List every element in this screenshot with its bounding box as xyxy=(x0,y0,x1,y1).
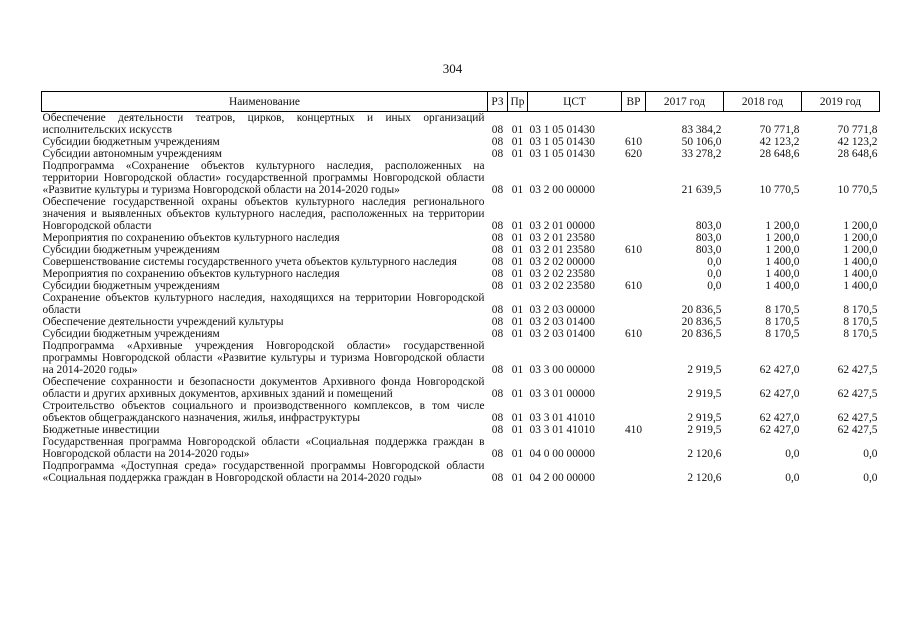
cell-2018: 1 400,0 xyxy=(765,256,800,268)
table-row xyxy=(42,136,880,148)
cell-vr: 610 xyxy=(624,280,643,292)
cell-2019: 28 648,6 xyxy=(837,148,878,160)
cell-vr xyxy=(622,460,646,484)
cell-pr: 01 xyxy=(511,148,524,160)
cell-name: Совершенствование системы государственного учета объектов культурного наследия xyxy=(42,256,457,268)
table-body xyxy=(42,112,880,485)
cell-2017: 2 919,5 xyxy=(687,364,722,376)
cell-cst: 03 2 01 23580 xyxy=(529,244,595,256)
cell-cst: 03 2 02 00000 xyxy=(529,256,595,268)
cell-2017: 0,0 xyxy=(707,256,722,268)
cell-pr: 01 xyxy=(511,136,524,148)
budget-table xyxy=(41,91,880,484)
table-row xyxy=(42,436,880,460)
cell-2017: 803,0 xyxy=(695,220,722,232)
cell-vr xyxy=(622,340,646,376)
cell-name: Обеспечение государственной охраны объектов культурного наследия регионального значения и выявленных объектов культурного наследия, расположенных на территории Новгородской области xyxy=(42,196,485,232)
cell-pr: 01 xyxy=(511,124,524,136)
cell-rz: 08 xyxy=(491,232,504,244)
cell-name: Субсидии автономным учреждениям xyxy=(42,148,222,160)
cell-vr xyxy=(622,400,646,424)
header-2017: 2017 год xyxy=(646,92,724,112)
cell-rz: 08 xyxy=(491,244,504,256)
table-row xyxy=(42,340,880,376)
cell-2017: 2 120,6 xyxy=(687,448,722,460)
cell-2017: 33 278,2 xyxy=(681,148,722,160)
cell-rz: 08 xyxy=(491,256,504,268)
cell-cst: 03 3 01 41010 xyxy=(529,412,595,424)
cell-2017: 83 384,2 xyxy=(681,124,722,136)
cell-pr: 01 xyxy=(511,412,524,424)
cell-vr xyxy=(622,316,646,328)
table-row xyxy=(42,148,880,160)
header-cst: ЦСТ xyxy=(528,92,622,112)
cell-pr: 01 xyxy=(511,364,524,376)
table-row xyxy=(42,196,880,232)
table-row xyxy=(42,244,880,256)
cell-cst: 04 2 00 00000 xyxy=(529,472,595,484)
cell-rz: 08 xyxy=(491,388,504,400)
cell-name: Сохранение объектов культурного наследия, находящихся на территории Новгородской области xyxy=(42,292,485,316)
cell-2019: 1 400,0 xyxy=(843,280,878,292)
cell-2017: 0,0 xyxy=(707,280,722,292)
cell-2019: 42 123,2 xyxy=(837,136,878,148)
table-row xyxy=(42,160,880,196)
cell-rz: 08 xyxy=(491,268,504,280)
cell-pr: 01 xyxy=(511,448,524,460)
cell-2018: 0,0 xyxy=(785,472,800,484)
table-row xyxy=(42,316,880,328)
cell-vr xyxy=(622,256,646,268)
cell-vr xyxy=(622,160,646,196)
cell-pr: 01 xyxy=(511,220,524,232)
page-number: 304 xyxy=(442,61,463,76)
cell-rz: 08 xyxy=(491,220,504,232)
cell-2017: 0,0 xyxy=(707,268,722,280)
cell-pr: 01 xyxy=(511,388,524,400)
cell-vr: 610 xyxy=(624,328,643,340)
cell-2019: 8 170,5 xyxy=(843,328,878,340)
cell-pr: 01 xyxy=(511,244,524,256)
cell-vr xyxy=(622,268,646,280)
cell-cst: 03 2 03 01400 xyxy=(529,328,595,340)
header-pr: Пр xyxy=(508,92,528,112)
cell-2018: 62 427,0 xyxy=(759,388,800,400)
cell-2017: 2 919,5 xyxy=(687,412,722,424)
cell-2018: 62 427,0 xyxy=(759,412,800,424)
cell-2019: 1 200,0 xyxy=(843,220,878,232)
cell-2018: 62 427,0 xyxy=(759,424,800,436)
cell-name: Подпрограмма «Сохранение объектов культурного наследия, расположенных на территории Новгородской области» государственной программы Новгородской области «Развитие культуры и туризма Новгородской области на 2014-2020 годы» xyxy=(42,160,485,196)
cell-pr: 01 xyxy=(511,316,524,328)
header-2018: 2018 год xyxy=(724,92,802,112)
cell-cst: 03 3 01 41010 xyxy=(529,424,595,436)
table-row xyxy=(42,328,880,340)
cell-cst: 03 2 01 23580 xyxy=(529,232,595,244)
cell-2018: 1 200,0 xyxy=(765,220,800,232)
table-row xyxy=(42,376,880,400)
cell-2018: 1 200,0 xyxy=(765,232,800,244)
cell-cst: 03 2 00 00000 xyxy=(529,184,595,196)
cell-name: Строительство объектов социального и производственного комплексов, в том числе объектов общегражданского назначения, жилья, инфраструктуры xyxy=(42,400,485,424)
cell-2019: 8 170,5 xyxy=(843,304,878,316)
table-row xyxy=(42,232,880,244)
table-row xyxy=(42,460,880,484)
cell-pr: 01 xyxy=(511,328,524,340)
cell-rz: 08 xyxy=(491,364,504,376)
cell-2018: 8 170,5 xyxy=(765,316,800,328)
cell-2019: 1 400,0 xyxy=(843,268,878,280)
cell-rz: 08 xyxy=(491,448,504,460)
cell-vr xyxy=(622,196,646,232)
cell-cst: 03 1 05 01430 xyxy=(529,148,595,160)
cell-cst: 03 3 00 00000 xyxy=(529,364,595,376)
cell-2018: 42 123,2 xyxy=(759,136,800,148)
cell-name: Мероприятия по сохранению объектов культурного наследия xyxy=(42,232,340,244)
cell-name: Обеспечение сохранности и безопасности документов Архивного фонда Новгородской области и других архивных документов, архивных зданий и помещений xyxy=(42,376,485,400)
cell-2017: 803,0 xyxy=(695,244,722,256)
cell-vr xyxy=(622,292,646,316)
cell-cst: 03 1 05 01430 xyxy=(529,136,595,148)
cell-2017: 50 106,0 xyxy=(681,136,722,148)
cell-2019: 1 400,0 xyxy=(843,256,878,268)
cell-rz: 08 xyxy=(491,148,504,160)
cell-name: Обеспечение деятельности театров, цирков, концертных и иных организаций исполнительских искусств xyxy=(42,112,485,136)
cell-name: Мероприятия по сохранению объектов культурного наследия xyxy=(42,268,340,280)
cell-cst: 03 3 01 00000 xyxy=(529,388,595,400)
header-2019: 2019 год xyxy=(802,92,880,112)
cell-2017: 20 836,5 xyxy=(681,328,722,340)
cell-2017: 2 919,5 xyxy=(687,388,722,400)
cell-cst: 03 2 02 23580 xyxy=(529,268,595,280)
cell-rz: 08 xyxy=(491,124,504,136)
cell-2019: 10 770,5 xyxy=(837,184,878,196)
cell-2019: 62 427,5 xyxy=(837,364,878,376)
cell-rz: 08 xyxy=(491,424,504,436)
cell-2017: 2 120,6 xyxy=(687,472,722,484)
cell-2018: 0,0 xyxy=(785,448,800,460)
header-vr: ВР xyxy=(622,92,646,112)
cell-name: Обеспечение деятельности учреждений культуры xyxy=(42,316,284,328)
cell-2017: 803,0 xyxy=(695,232,722,244)
cell-cst: 03 2 03 00000 xyxy=(529,304,595,316)
cell-name: Субсидии бюджетным учреждениям xyxy=(42,280,220,292)
cell-name: Подпрограмма «Доступная среда» государственной программы Новгородской области «Социальная поддержка граждан в Новгородской области на 2014-2020 годы» xyxy=(42,460,485,484)
table-row xyxy=(42,280,880,292)
cell-pr: 01 xyxy=(511,184,524,196)
cell-rz: 08 xyxy=(491,328,504,340)
cell-rz: 08 xyxy=(491,472,504,484)
table-row xyxy=(42,256,880,268)
cell-2018: 8 170,5 xyxy=(765,328,800,340)
cell-rz: 08 xyxy=(491,184,504,196)
cell-2019: 8 170,5 xyxy=(843,316,878,328)
cell-vr xyxy=(622,232,646,244)
cell-pr: 01 xyxy=(511,232,524,244)
cell-2017: 20 836,5 xyxy=(681,304,722,316)
header-name: Наименование xyxy=(42,92,488,112)
cell-2018: 1 400,0 xyxy=(765,280,800,292)
cell-pr: 01 xyxy=(511,424,524,436)
cell-2019: 0,0 xyxy=(863,472,878,484)
cell-name: Подпрограмма «Архивные учреждения Новгородской области» государственной программы Новгородской области «Развитие культуры и туризма Новгородской области на 2014-2020 годы» xyxy=(42,340,485,376)
cell-name: Субсидии бюджетным учреждениям xyxy=(42,244,220,256)
cell-pr: 01 xyxy=(511,472,524,484)
cell-2018: 70 771,8 xyxy=(759,124,800,136)
cell-vr xyxy=(622,112,646,137)
cell-vr: 620 xyxy=(624,148,643,160)
cell-vr: 610 xyxy=(624,136,643,148)
cell-name: Субсидии бюджетным учреждениям xyxy=(42,328,220,340)
cell-2017: 20 836,5 xyxy=(681,316,722,328)
cell-2019: 1 200,0 xyxy=(843,232,878,244)
cell-pr: 01 xyxy=(511,268,524,280)
cell-pr: 01 xyxy=(511,280,524,292)
cell-2019: 62 427,5 xyxy=(837,424,878,436)
cell-2018: 28 648,6 xyxy=(759,148,800,160)
table-row xyxy=(42,400,880,424)
cell-name: Государственная программа Новгородской области «Социальная поддержка граждан в Новгородской области на 2014-2020 годы» xyxy=(42,436,485,460)
cell-2018: 1 400,0 xyxy=(765,268,800,280)
cell-vr: 610 xyxy=(624,244,643,256)
cell-2019: 0,0 xyxy=(863,448,878,460)
cell-cst: 03 1 05 01430 xyxy=(529,124,595,136)
cell-2018: 10 770,5 xyxy=(759,184,800,196)
table-row xyxy=(42,268,880,280)
cell-2017: 2 919,5 xyxy=(687,424,722,436)
cell-2019: 70 771,8 xyxy=(837,124,878,136)
cell-name: Бюджетные инвестиции xyxy=(42,424,160,436)
cell-2018: 1 200,0 xyxy=(765,244,800,256)
header-row xyxy=(42,92,880,112)
cell-rz: 08 xyxy=(491,304,504,316)
cell-2019: 1 200,0 xyxy=(843,244,878,256)
table-row xyxy=(42,424,880,436)
cell-2017: 21 639,5 xyxy=(681,184,722,196)
cell-2018: 62 427,0 xyxy=(759,364,800,376)
cell-rz: 08 xyxy=(491,136,504,148)
table-row xyxy=(42,292,880,316)
cell-pr: 01 xyxy=(511,304,524,316)
cell-name: Субсидии бюджетным учреждениям xyxy=(42,136,220,148)
cell-2019: 62 427,5 xyxy=(837,412,878,424)
cell-cst: 04 0 00 00000 xyxy=(529,448,595,460)
cell-vr: 410 xyxy=(624,424,643,436)
cell-2019: 62 427,5 xyxy=(837,388,878,400)
cell-pr: 01 xyxy=(511,256,524,268)
cell-rz: 08 xyxy=(491,280,504,292)
table-row xyxy=(42,112,880,137)
cell-cst: 03 2 03 01400 xyxy=(529,316,595,328)
cell-vr xyxy=(622,376,646,400)
cell-cst: 03 2 02 23580 xyxy=(529,280,595,292)
cell-rz: 08 xyxy=(491,412,504,424)
cell-cst: 03 2 01 00000 xyxy=(529,220,595,232)
cell-vr xyxy=(622,436,646,460)
header-rz: РЗ xyxy=(488,92,508,112)
cell-2018: 8 170,5 xyxy=(765,304,800,316)
cell-rz: 08 xyxy=(491,316,504,328)
